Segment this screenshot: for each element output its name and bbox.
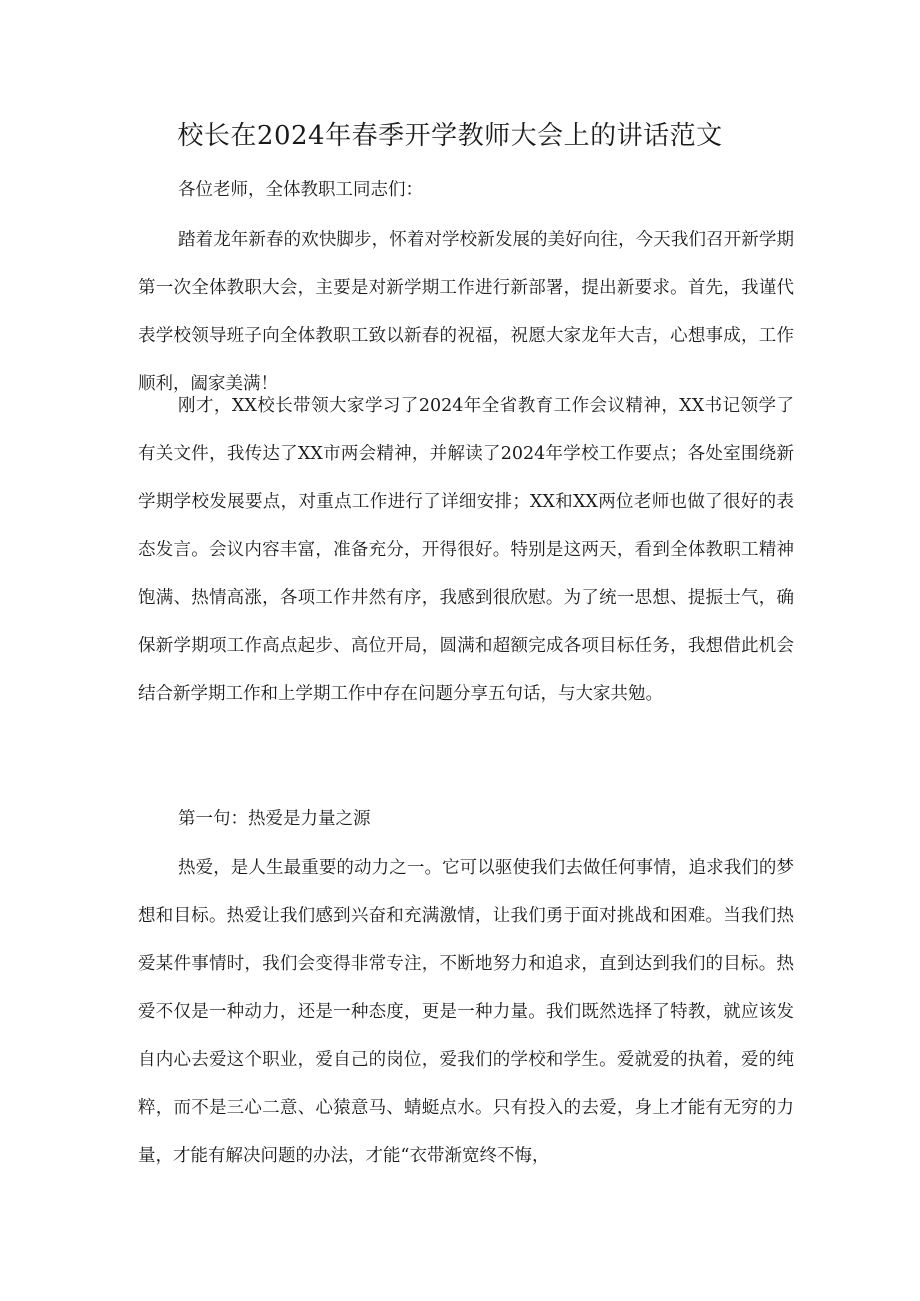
paragraph-opening: 踏着龙年新春的欢快脚步，怀着对学校新发展的美好向往，今天我们召开新学期第一次全体教职大会，主要是对新学期工作进行新部署，提出新要求。首先，我谨代表学校领导班子向全体教职工致以新春的祝福，祝愿大家龙年大吉，心想事成，工作顺利，阖家美满！ — [138, 230, 794, 394]
section-paragraph: 热爱，是人生最重要的动力之一。它可以驱使我们去做任何事情，追求我们的梦想和目标。热爱让我们感到兴奋和充满激情，让我们勇于面对挑战和困难。当我们热爱某件事情时，我们会变得非常专注，不断地努力和追求，直到达到我们的目标。热爱不仅是一种动力，还是一种态度，更是一种力量。我们既然选择了特教，就应该发自内心去爱这个职业，爱自己的岗位，爱我们的学校和学生。爱就爱的执着，爱的纯粹，而不是三心二意、心猿意马、蜻蜓点水。只有投入的去爱，身上才能有无穷的力量，才能有解决问题的办法，才能“衣带渐宽终不悔， — [138, 858, 794, 1166]
section-heading: 第一句：热爱是力量之源 — [178, 809, 371, 829]
document-title: 校长在2024年春季开学教师大会上的讲话范文 — [177, 121, 723, 151]
salutation: 各位老师，全体教职工同志们： — [178, 180, 423, 200]
paragraph-review: 刚才，XX校长带领大家学习了2024年全省教育工作会议精神，XX书记领学了有关文件，我传达了XX市两会精神，并解读了2024年学校工作要点；各处室围绕新学期学校发展要点，对重点工作进行了详细安排；XX和XX两位老师也做了很好的表态发言。会议内容丰富，准备充分，开得很好。特别是这两天，看到全体教职工精神饱满、热情高涨，各项工作井然有序，我感到很欣慰。为了统一思想、提振士气，确保新学期项工作高点起步、高位开局，圆满和超额完成各项目标任务，我想借此机会结合新学期工作和上学期工作中存在问题分享五句话，与大家共勉。 — [138, 396, 794, 704]
